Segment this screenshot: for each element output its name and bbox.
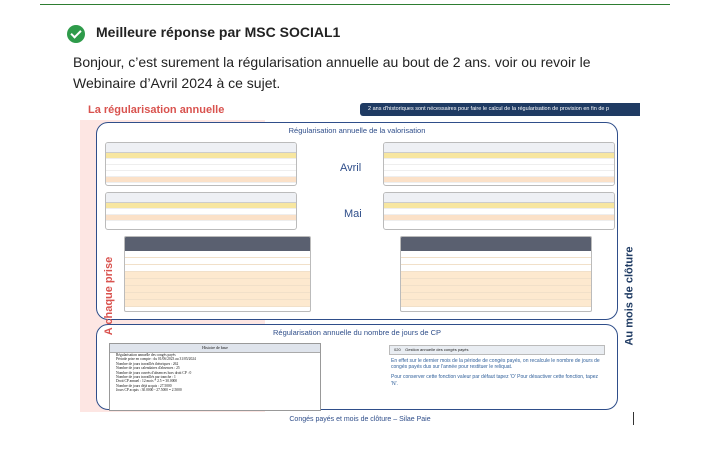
dialog-line: Nombre de jours travaillés par tranche : 1 <box>116 375 176 380</box>
label-mois-cloture: Au mois de clôture <box>623 246 636 346</box>
top-divider <box>40 4 670 5</box>
dialog-line: Régularisation annuelle des congés payés <box>116 353 176 357</box>
slide-title: La régularisation annuelle <box>88 104 225 116</box>
gestion-text-1: En effet sur le dernier mois de la période de congés payés, on recalcule le nombre de jours de congés payés dus sur l'année pour restituer le reliquat. <box>391 358 600 371</box>
panel-jours-title: Régularisation annuelle du nombre de jours de CP <box>272 328 442 337</box>
month-avril: Avril <box>340 162 362 174</box>
label-a-chaque-prise: A chaque prise <box>103 256 116 336</box>
gestion-label: Gestion annuelle des congés payés <box>405 347 469 352</box>
slide-badge: 2 ans d'historiques sont nécessaires pour faire le calcul de la régularisation de provision en fin de p <box>360 103 640 116</box>
month-mai: Mai <box>344 208 362 220</box>
gestion-text-2: Pour conserver cette fonction valeur par défaut tapez 'O' Pour désactiver cette fonction, tapez 'N'. <box>391 374 599 387</box>
payslip-table-april-left <box>105 142 297 186</box>
payslip-table-april-right <box>383 142 615 186</box>
dialog-line: Nombre de jours ouvrés d'absences hors droit CP : 0 <box>116 370 192 375</box>
dialog-line: Nombre de jours calendaires d'absences : 25 <box>116 366 180 371</box>
gestion-field <box>389 345 605 355</box>
answer-body: Bonjour, c’est surement la régularisation annuelle au bout de 2 ans. voir ou revoir le Webinaire d’Avril 2024 à ce sujet. <box>73 54 591 91</box>
panel-valorisation-title: Régularisation annuelle de la valorisation <box>288 126 426 135</box>
gestion-code: 020 <box>394 347 401 352</box>
check-circle-icon <box>67 25 85 43</box>
best-answer-title: Meilleure réponse par MSC SOCIAL1 <box>96 24 341 40</box>
dialog-line: Droit CP annuel : 12 mois * 2.5 = 30.0000 <box>116 379 178 384</box>
regularisation-dialog <box>109 343 321 411</box>
cp-table-left <box>124 236 311 312</box>
text-cursor <box>633 412 634 425</box>
dialog-line: Nombre de jours travaillés théoriques : 262 <box>116 361 179 366</box>
cp-table-right <box>400 236 592 312</box>
slide-footer: Congés payés et mois de clôture – Silae Paie <box>289 416 431 423</box>
dialog-line: Nombre de jours déjà acquis : 27.5000 <box>116 383 172 388</box>
payslip-table-may-left <box>105 192 297 230</box>
gestion-explanation <box>391 358 603 391</box>
payslip-table-may-right <box>383 192 615 230</box>
dialog-header: Histoire de base <box>110 344 320 353</box>
panel-jours-cp <box>96 324 618 410</box>
webinar-slide-image <box>80 100 640 432</box>
dialog-line: Jours CP acquis : 30.0000 - 27.5000 = 2.5000 <box>116 388 182 393</box>
dialog-line: Période prise en compte : du 01/06/2023 au 31/05/2024 <box>116 357 196 362</box>
